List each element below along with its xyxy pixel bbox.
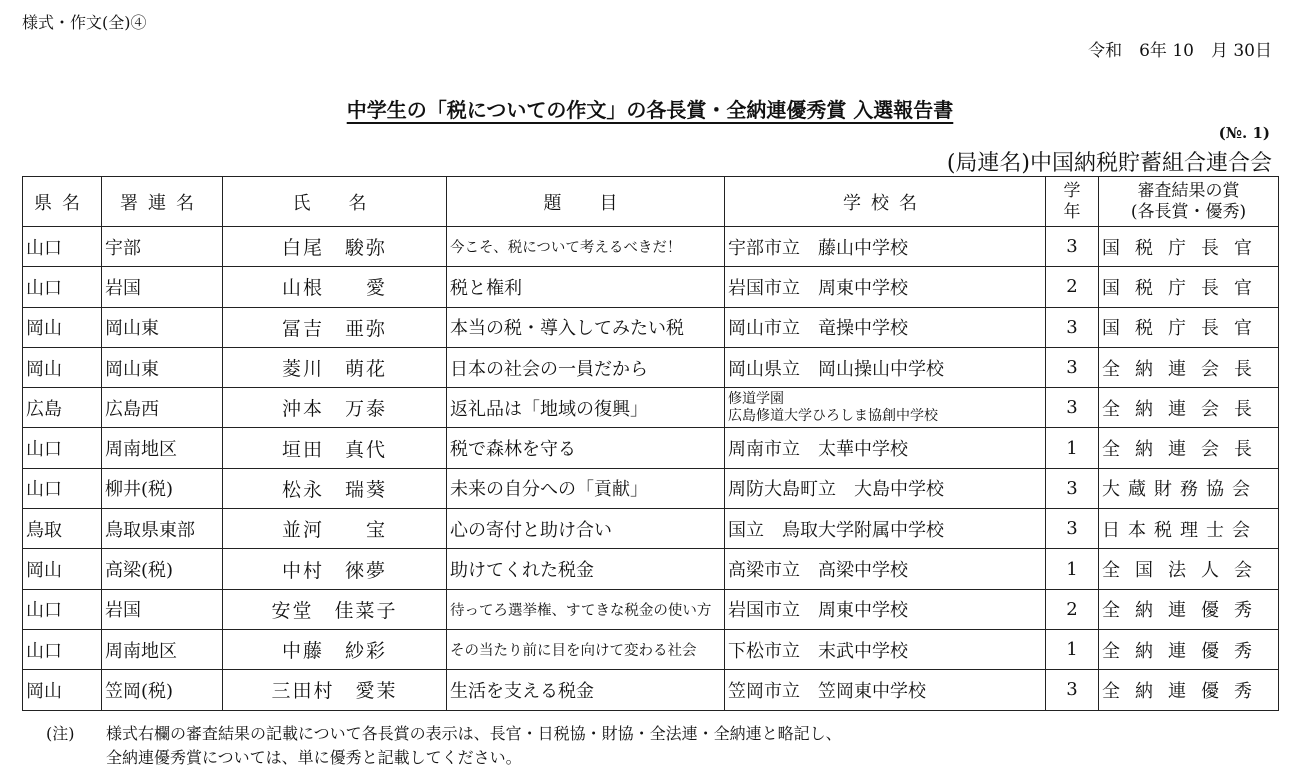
cell-grade: 3 bbox=[1046, 509, 1099, 549]
header-grade bbox=[1046, 177, 1099, 227]
header-name: 氏 名 bbox=[223, 177, 447, 227]
footnote bbox=[46, 722, 842, 770]
cell-student-name: 三田村 愛茉 bbox=[223, 670, 447, 710]
cell-school: 周南市立 太華中学校 bbox=[725, 428, 1046, 468]
cell-grade: 1 bbox=[1046, 549, 1099, 589]
cell-district: 広島西 bbox=[102, 388, 223, 428]
cell-student-name: 中藤 紗彩 bbox=[223, 629, 447, 669]
cell-student-name: 垣田 真代 bbox=[223, 428, 447, 468]
cell-student-name: 並河 宝 bbox=[223, 509, 447, 549]
form-code: 様式・作文(全)④ bbox=[22, 13, 147, 32]
cell-prefecture: 鳥取 bbox=[23, 509, 102, 549]
cell-award: 全納連優秀 bbox=[1099, 629, 1279, 669]
cell-award: 大蔵財務協会 bbox=[1099, 468, 1279, 508]
table-row bbox=[23, 267, 1279, 307]
table-row bbox=[23, 468, 1279, 508]
cell-award: 全納連会長 bbox=[1099, 428, 1279, 468]
cell-grade: 1 bbox=[1046, 629, 1099, 669]
cell-award: 全納連会長 bbox=[1099, 347, 1279, 387]
cell-prefecture: 山口 bbox=[23, 428, 102, 468]
page-number: (№. 1) bbox=[1218, 124, 1270, 142]
cell-award: 全国法人会 bbox=[1099, 549, 1279, 589]
header-grade-line2: 年 bbox=[1063, 201, 1081, 222]
cell-school: 宇部市立 藤山中学校 bbox=[725, 227, 1046, 267]
cell-student-name: 白尾 駿弥 bbox=[223, 227, 447, 267]
header-school: 学校名 bbox=[725, 177, 1046, 227]
cell-award: 国税庁長官 bbox=[1099, 307, 1279, 347]
cell-district: 岩国 bbox=[102, 267, 223, 307]
cell-student-name: 冨吉 亜弥 bbox=[223, 307, 447, 347]
footnote-line1-row bbox=[46, 722, 842, 746]
cell-prefecture: 山口 bbox=[23, 227, 102, 267]
cell-grade: 3 bbox=[1046, 670, 1099, 710]
header-topic: 題 目 bbox=[447, 177, 725, 227]
table-row bbox=[23, 388, 1279, 428]
cell-prefecture: 広島 bbox=[23, 388, 102, 428]
header-district: 署連名 bbox=[102, 177, 223, 227]
organization-name: (局連名)中国納税貯蓄組合連合会 bbox=[946, 151, 1272, 176]
report-title-text: 中学生の「税についての作文」の各長賞・全納連優秀賞 入選報告書 bbox=[346, 98, 954, 122]
cell-district: 周南地区 bbox=[102, 428, 223, 468]
cell-prefecture: 山口 bbox=[23, 267, 102, 307]
table-row bbox=[23, 428, 1279, 468]
footnote-line2: 全納連優秀賞については、単に優秀と記載してください。 bbox=[106, 748, 522, 767]
table-row bbox=[23, 307, 1279, 347]
cell-prefecture: 岡山 bbox=[23, 549, 102, 589]
cell-school: 下松市立 末武中学校 bbox=[725, 629, 1046, 669]
cell-award: 日本税理士会 bbox=[1099, 509, 1279, 549]
table-row bbox=[23, 509, 1279, 549]
table-row bbox=[23, 347, 1279, 387]
cell-grade: 3 bbox=[1046, 468, 1099, 508]
cell-school: 周防大島町立 大島中学校 bbox=[725, 468, 1046, 508]
cell-school-line1: 修道学園 bbox=[728, 390, 784, 407]
cell-student-name: 松永 瑞葵 bbox=[223, 468, 447, 508]
cell-prefecture: 岡山 bbox=[23, 347, 102, 387]
cell-topic: 心の寄付と助け合い bbox=[447, 509, 725, 549]
cell-grade: 2 bbox=[1046, 589, 1099, 629]
cell-grade: 3 bbox=[1046, 307, 1099, 347]
cell-student-name: 菱川 萌花 bbox=[223, 347, 447, 387]
cell-school: 岩国市立 周東中学校 bbox=[725, 589, 1046, 629]
cell-grade: 3 bbox=[1046, 388, 1099, 428]
cell-topic: 返礼品は「地域の復興」 bbox=[447, 388, 725, 428]
cell-grade: 3 bbox=[1046, 227, 1099, 267]
cell-school: 高梁市立 高梁中学校 bbox=[725, 549, 1046, 589]
table-row bbox=[23, 227, 1279, 267]
cell-district: 周南地区 bbox=[102, 629, 223, 669]
table-header-row bbox=[23, 177, 1279, 227]
cell-award: 国税庁長官 bbox=[1099, 227, 1279, 267]
cell-topic: 助けてくれた税金 bbox=[447, 549, 725, 589]
cell-school: 笠岡市立 笠岡東中学校 bbox=[725, 670, 1046, 710]
report-date: 令和 6年 10 月 30日 bbox=[1088, 41, 1272, 61]
cell-prefecture: 岡山 bbox=[23, 307, 102, 347]
cell-topic: その当たり前に目を向けて変わる社会 bbox=[447, 629, 725, 669]
cell-district: 笠岡(税) bbox=[102, 670, 223, 710]
table-row bbox=[23, 629, 1279, 669]
cell-prefecture: 山口 bbox=[23, 468, 102, 508]
cell-topic: 日本の社会の一員だから bbox=[447, 347, 725, 387]
cell-district: 岡山東 bbox=[102, 307, 223, 347]
footnote-line1: 様式右欄の審査結果の記載について各長賞の表示は、長官・日税協・財協・全法連・全納連と略記し、 bbox=[106, 724, 842, 743]
cell-topic: 待ってろ選挙権、すてきな税金の使い方 bbox=[447, 589, 725, 629]
cell-district: 岩国 bbox=[102, 589, 223, 629]
cell-award: 国税庁長官 bbox=[1099, 267, 1279, 307]
cell-student-name: 山根 愛 bbox=[223, 267, 447, 307]
cell-student-name: 沖本 万泰 bbox=[223, 388, 447, 428]
cell-district: 高梁(税) bbox=[102, 549, 223, 589]
cell-topic: 生活を支える税金 bbox=[447, 670, 725, 710]
table-row bbox=[23, 670, 1279, 710]
cell-prefecture: 山口 bbox=[23, 629, 102, 669]
cell-topic: 本当の税・導入してみたい税 bbox=[447, 307, 725, 347]
award-report-table bbox=[22, 176, 1279, 711]
cell-grade: 1 bbox=[1046, 428, 1099, 468]
header-award-line2: (各長賞・優秀) bbox=[1130, 201, 1247, 222]
cell-topic: 税と権利 bbox=[447, 267, 725, 307]
cell-award: 全納連優秀 bbox=[1099, 589, 1279, 629]
report-title bbox=[0, 94, 1300, 123]
cell-grade: 3 bbox=[1046, 347, 1099, 387]
cell-district: 宇部 bbox=[102, 227, 223, 267]
cell-school: 国立 鳥取大学附属中学校 bbox=[725, 509, 1046, 549]
cell-award: 全納連会長 bbox=[1099, 388, 1279, 428]
table-row bbox=[23, 549, 1279, 589]
cell-student-name: 中村 徠夢 bbox=[223, 549, 447, 589]
header-award-line1: 審査結果の賞 bbox=[1137, 180, 1240, 201]
header-grade-line1: 学 bbox=[1063, 180, 1081, 201]
cell-prefecture: 山口 bbox=[23, 589, 102, 629]
footnote-label: (注) bbox=[46, 724, 75, 743]
cell-school bbox=[725, 388, 1046, 428]
cell-district: 岡山東 bbox=[102, 347, 223, 387]
cell-school-line2: 広島修道大学ひろしま協創中学校 bbox=[728, 407, 938, 424]
cell-school: 岩国市立 周東中学校 bbox=[725, 267, 1046, 307]
cell-student-name: 安堂 佳菜子 bbox=[223, 589, 447, 629]
header-prefecture: 県名 bbox=[23, 177, 102, 227]
cell-award: 全納連優秀 bbox=[1099, 670, 1279, 710]
header-award bbox=[1099, 177, 1279, 227]
cell-district: 柳井(税) bbox=[102, 468, 223, 508]
cell-topic: 税で森林を守る bbox=[447, 428, 725, 468]
cell-school: 岡山市立 竜操中学校 bbox=[725, 307, 1046, 347]
cell-prefecture: 岡山 bbox=[23, 670, 102, 710]
cell-grade: 2 bbox=[1046, 267, 1099, 307]
table-row bbox=[23, 589, 1279, 629]
cell-school: 岡山県立 岡山操山中学校 bbox=[725, 347, 1046, 387]
cell-topic: 今こそ、税について考えるべきだ！ bbox=[447, 227, 725, 267]
cell-district: 鳥取県東部 bbox=[102, 509, 223, 549]
cell-topic: 未来の自分への「貢献」 bbox=[447, 468, 725, 508]
